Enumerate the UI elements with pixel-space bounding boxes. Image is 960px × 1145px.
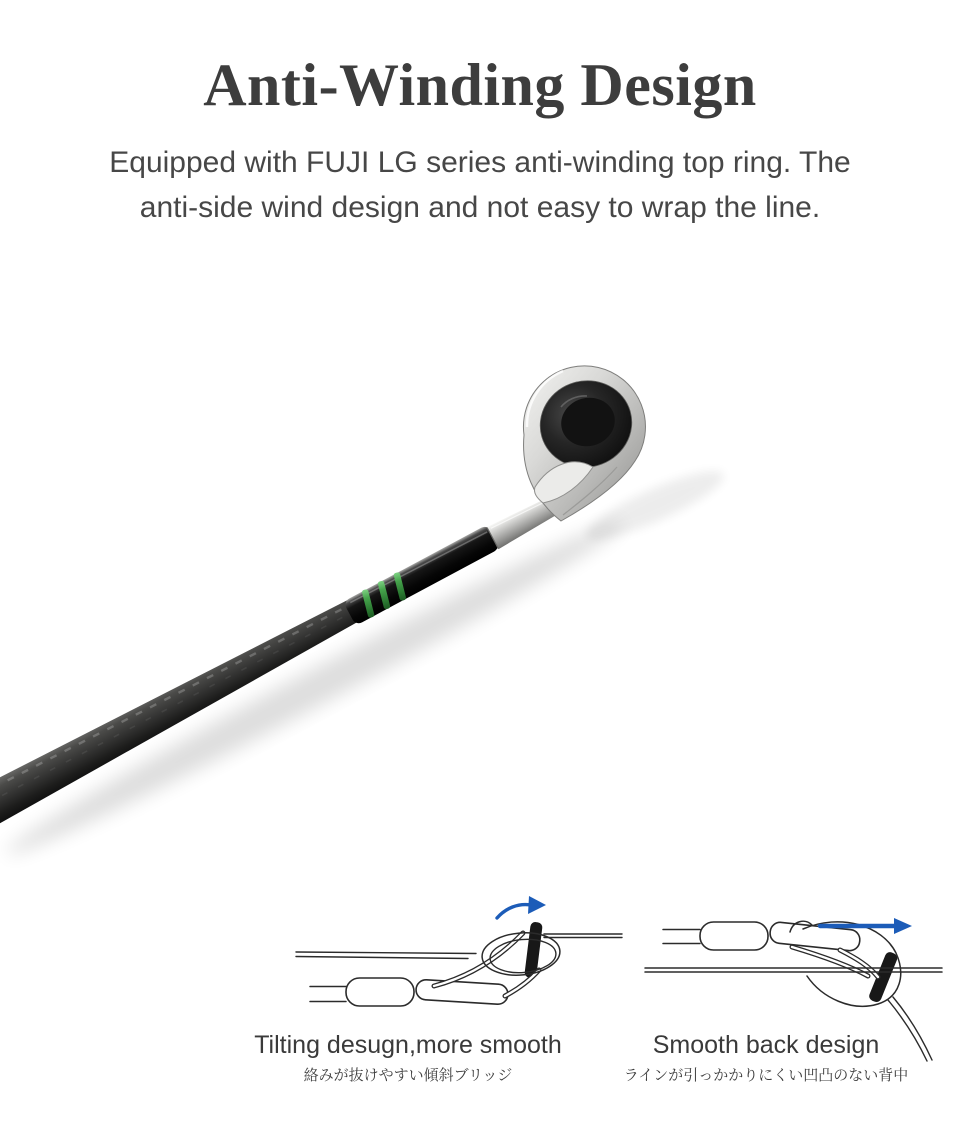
diagram-tilting-guide <box>296 896 622 1006</box>
caption-tilting-en: Tilting desugn,more smooth <box>254 1031 562 1059</box>
caption-smooth-back-jp: ラインが引っかかりにくい凹凸のない背中 <box>623 1067 909 1084</box>
top-guide <box>523 366 645 521</box>
page-subtitle <box>40 140 920 230</box>
rod-assembly <box>0 461 631 870</box>
rod-shadow <box>0 507 631 870</box>
tip-section-outline <box>415 979 508 1005</box>
fishing-line <box>296 957 468 959</box>
fishing-line <box>296 952 476 954</box>
guide-leg <box>434 933 523 986</box>
caption-smooth-back-en: Smooth back design <box>652 1031 880 1059</box>
wrap-outline <box>700 922 768 950</box>
wrap-outline <box>346 978 414 1006</box>
curved-tilt-arrow-icon <box>497 896 546 918</box>
product-photo <box>0 350 960 870</box>
caption-tilting-jp: 絡みが抜けやすい傾斜ブリッジ <box>303 1067 513 1084</box>
subtitle-line-1: Equipped with FUJI LG series anti-winding top ring. The <box>109 146 851 179</box>
caption-tilting <box>240 1031 576 1085</box>
guide-leg <box>434 933 523 986</box>
guide-ring-edge <box>868 951 899 1004</box>
caption-smooth-back <box>598 1031 934 1085</box>
page-title: Anti-Winding Design <box>203 52 757 118</box>
subtitle-line-2: anti-side wind design and not easy to wrap the line. <box>139 191 821 224</box>
